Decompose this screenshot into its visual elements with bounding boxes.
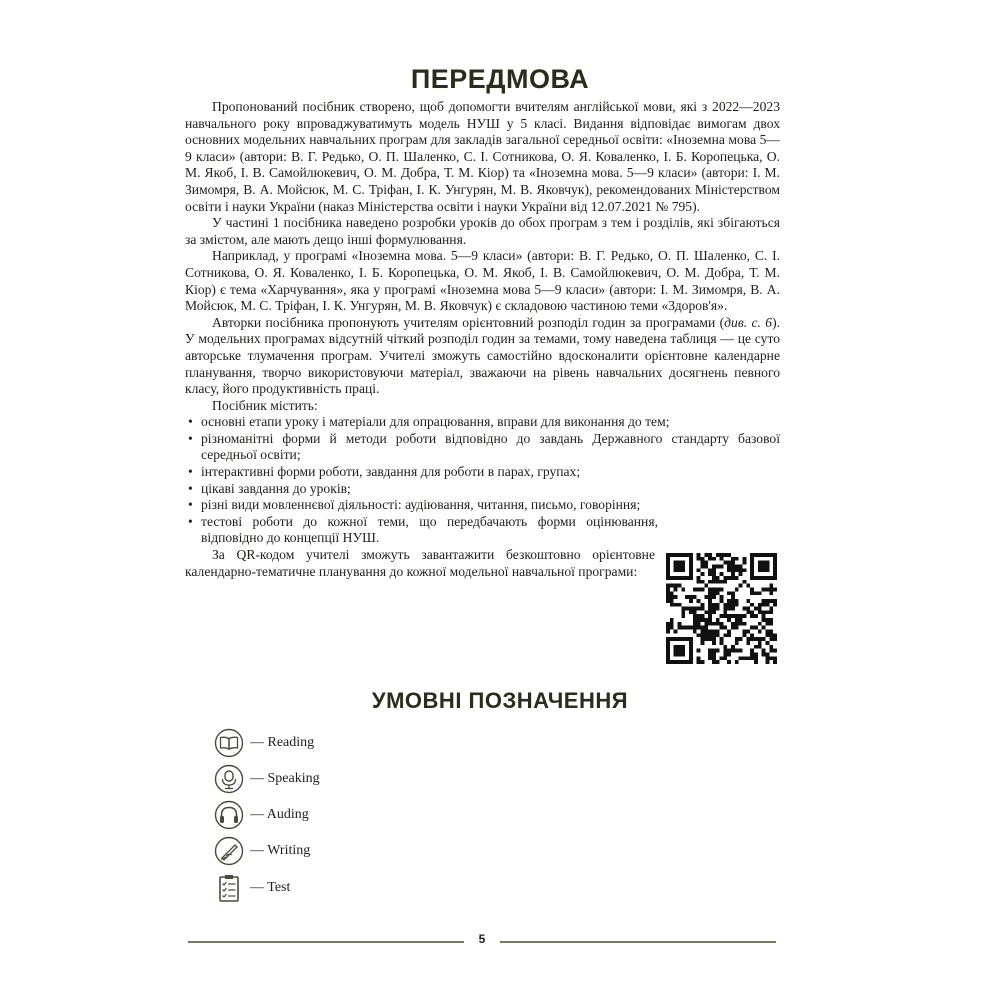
intro-paragraph-4 — [185, 315, 780, 398]
speaking-person-icon — [213, 763, 245, 795]
headphones-icon — [213, 799, 245, 831]
footer-rule-left — [188, 941, 464, 943]
legend-item-reading — [213, 727, 314, 759]
list-item: • різні види мовленнєвої діяльності: аудіювання, читання, письмо, говоріння; — [185, 497, 780, 514]
page-title: ПЕРЕДМОВА — [410, 64, 590, 94]
page-reference: див. с. 6 — [724, 314, 773, 330]
paragraph-4-end: ). У модельних програмах відсутній чіткий розподіл годин за темами, тому наведена таблиця — це суто авторське тлумачення програм. Учителі зможуть самостійно вдосконалити орієнтовне календарне планування, творчо використовуючи матеріал, зважаючи на рівень навчальних досягнень певного класу, його продуктивність праці. — [185, 314, 781, 397]
legend-item-writing — [213, 835, 310, 867]
book-icon — [213, 727, 245, 759]
legend-label: — Writing — [250, 843, 311, 858]
list-item: • основні етапи уроку і матеріали для опрацювання, вправи для виконання до тем; — [185, 414, 780, 431]
legend-label: — Auding — [250, 807, 309, 822]
legend-label: — Test — [250, 880, 291, 895]
paragraph-4-start: Авторки посібника пропонують учителям орієнтовний розподіл годин за програмами ( — [212, 314, 725, 330]
list-item: • цікаві завдання до уроків; — [185, 481, 780, 498]
preface-body — [185, 99, 780, 580]
clipboard-checklist-icon — [213, 872, 245, 904]
footer-rule-right — [500, 941, 776, 943]
contents-list — [185, 414, 780, 547]
list-item: • тестові роботи до кожної теми, що передбачають форми оцінювання, відповідно до концепції НУШ. — [185, 514, 658, 547]
legend-label: — Reading — [250, 735, 315, 750]
legend-item-test — [213, 872, 290, 904]
legend-title: УМОВНІ ПОЗНАЧЕННЯ — [371, 688, 629, 713]
contains-label: Посібник містить: — [212, 397, 318, 413]
page-number: 5 — [478, 932, 486, 946]
list-item: • різноманітні форми й методи роботи відповідно до завдань Державного стандарту базової середньої освіти; — [185, 431, 780, 464]
intro-paragraph-3: Наприклад, у програмі «Іноземна мова. 5—9 класи» (автори: В. Г. Редько, О. П. Шаленко, С. І. Сотникова, О. Я. Коваленко, І. Б. Коропецька, О. М. Якоб, І. В. Самойлюкевич, О. М. Добра, Т. М. Кіор) є тема «Харчування», яка у програмі «Іноземна мова 5—9 класи» (автори: І. М. Зимомря, В. А. Мойсюк, М. С. Тріфан, І. К. Унгурян, М. В. Яковчук) є складовою частиною теми «Здоров'я». — [185, 248, 780, 314]
intro-paragraph-1: Пропонований посібник створено, щоб допомогти вчителям англійської мови, які з 2022—2023 навчального року впроваджуватимуть модель НУШ у 5 класі. Видання відповідає вимогам двох основних модельних навчальних програм для закладів загальної середньої освіти: «Іноземна мова 5—9 класи» (автори: В. Г. Редько, О. П. Шаленко, С. І. Сотникова, О. Я. Коваленко, І. Б. Коропецька, О. М. Якоб, І. В. Самойлюкевич, О. М. Добра, Т. М. Кіор) та «Іноземна мова. 5—9 класи» (автори: І. М. Зимомря, В. А. Мойсюк, М. С. Тріфан, І. К. Унгурян, М. В. Яковчук), рекомендованих Міністерством освіти і науки України (наказ Міністерства освіти і науки України від 12.07.2021 № 795). — [185, 99, 780, 214]
qr-paragraph: За QR-кодом учителі зможуть завантажити безкоштовно орієнтовне календарно-тематичне планування до кожної модельної навчальної програми: — [185, 547, 655, 579]
pen-writing-icon — [213, 835, 245, 867]
intro-paragraph-2: У частині 1 посібника наведено розробки уроків до обох програм з тем і розділів, які збігаються за змістом, але мають дещо інші формулювання. — [185, 215, 780, 247]
list-item: • інтерактивні форми роботи, завдання для роботи в парах, групах; — [185, 464, 780, 481]
qr-code[interactable] — [666, 553, 777, 664]
legend-label: — Speaking — [250, 771, 320, 786]
legend-item-speaking — [213, 763, 320, 795]
legend-item-auding — [213, 799, 309, 831]
